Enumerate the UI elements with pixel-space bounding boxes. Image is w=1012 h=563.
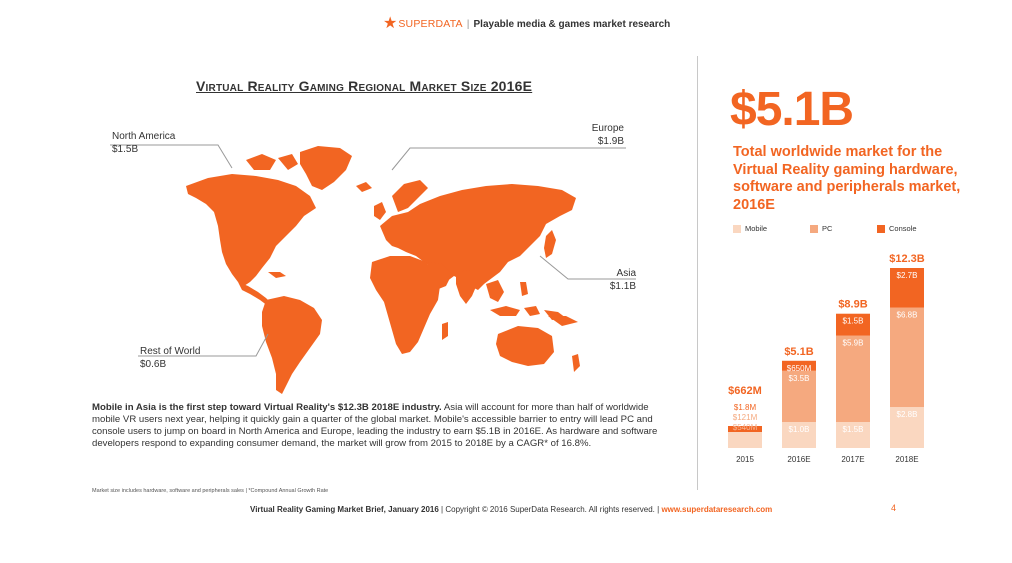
footer-copyright: | Copyright © 2016 SuperData Research. All rights reserved. | [438,505,662,514]
x-tick-label: 2015 [736,455,754,464]
body-text: Asia will account for more than half of worldwide mobile VR users next year, helping it quickly gain a quarter of the global market. Mobile's accessible barrier to entry will lead PC and console users to jump on board in North America and Europe, leading the industry to earn $5.1B in 2016E. As hardware and software developers respond to expanding consumer demand, the market will grow from 2015 to 2018E by a CAGR* of 16.8%. [92,402,658,449]
legend-label: Console [889,224,917,233]
header-separator: | [466,18,470,30]
region-label-asia [580,267,636,293]
region-label-rest-of-world [140,345,200,371]
callout-line-europe [392,148,626,170]
bar-total-label: $662M [728,385,762,397]
region-name: Rest of World [140,346,201,357]
data-label-pc: $121M [732,413,758,422]
bar-segment-pc [836,336,870,422]
data-label-mobile: $1.5B [842,425,864,434]
data-label-console: $2.7B [896,271,918,280]
headline-value: $5.1B [730,83,854,136]
footnote: Market size includes hardware, software and peripherals sales | *Compound Annual Growth Rate [92,488,329,494]
footer-link[interactable]: www.superdataresearch.com [661,505,773,514]
region-value: $1.9B [597,136,624,147]
bar-segment-mobile [728,432,762,448]
legend-item-mobile [733,224,767,233]
legend-label: Mobile [745,224,768,233]
x-tick-label: 2016E [787,455,811,464]
data-label-console: $1.5B [842,316,864,326]
region-value: $0.6B [140,359,167,370]
region-value: $1.1B [609,281,636,292]
chart-legend [733,224,933,236]
stacked-bar-chart [700,240,1000,480]
data-label-mobile: $540M [732,423,758,432]
legend-label: PC [822,224,833,233]
bar-total-label: $5.1B [784,345,814,358]
page-number: 4 [891,503,897,513]
region-name: Europe [591,123,624,134]
callout-lines [110,145,636,356]
body-paragraph [92,402,670,450]
footer [250,505,772,514]
x-tick-label: 2018E [895,455,919,464]
data-label-console: $650M [786,363,812,373]
data-label-pc: $3.5B [788,373,810,383]
bar-segment-pc [890,308,924,408]
data-label-pc: $5.9B [842,338,864,348]
star-logo-icon: ★ [383,15,398,32]
world-map-landmass [186,146,580,394]
data-label-mobile: $1.0B [788,425,810,434]
body-lead: Mobile in Asia is the first step toward Virtual Reality's $12.3B 2018E industry. [92,402,442,413]
footer-title: Virtual Reality Gaming Market Brief, January 2016 [250,505,439,514]
data-label-console: $1.8M [733,403,757,412]
legend-item-console [877,224,917,233]
legend-swatch [810,225,818,233]
brand-name: SUPERDATA [398,18,463,30]
x-tick-label: 2017E [841,455,865,464]
headline-caption: Total worldwide market for the Virtual Reality gaming hardware, software and peripherals market, 2016E [733,144,961,213]
legend-swatch [733,225,741,233]
region-label-north-america [112,130,175,156]
data-label-mobile: $2.8B [896,410,918,420]
region-label-europe [560,122,624,148]
legend-swatch [877,225,885,233]
region-name: North America [112,131,176,142]
legend-item-pc [810,224,832,233]
bar-total-label: $8.9B [838,298,868,311]
region-value: $1.5B [112,144,139,155]
map-title: Virtual Reality Gaming Regional Market Size 2016E [196,78,533,94]
region-name: Asia [616,268,636,279]
header-tagline: Playable media & games market research [473,18,671,30]
data-label-pc: $6.8B [896,310,918,320]
bar-total-label: $12.3B [889,253,925,265]
